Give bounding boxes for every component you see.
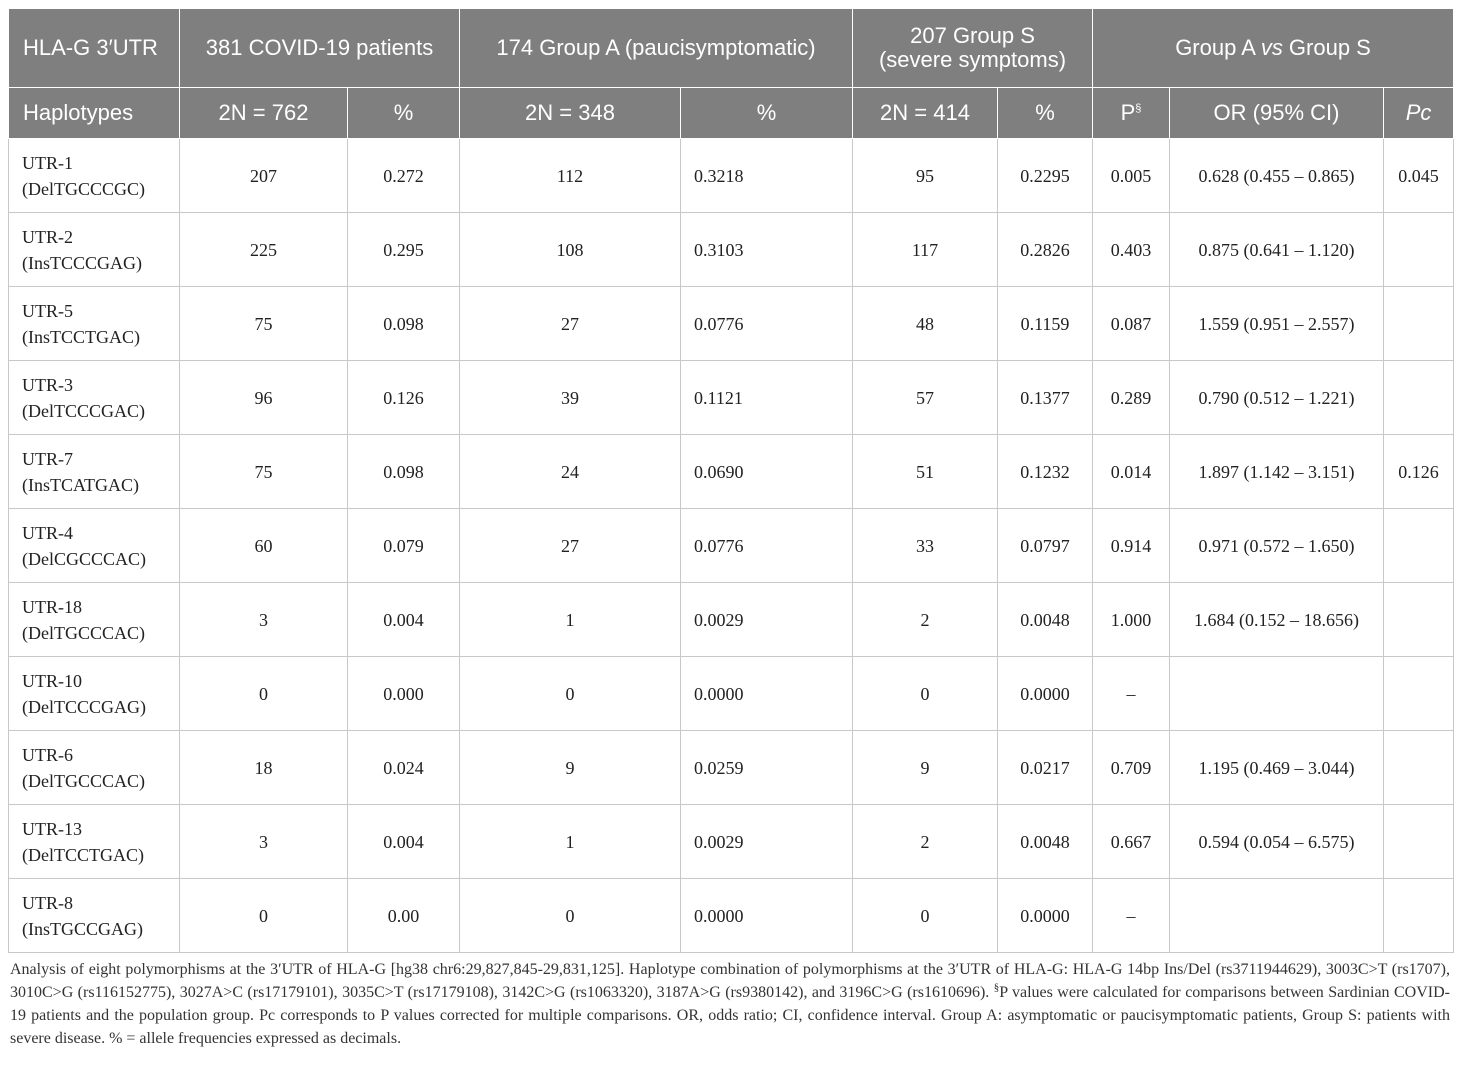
cell-pct-total: 0.079: [348, 509, 460, 583]
cell-haplotype: [9, 583, 180, 657]
header-p-sup: §: [1135, 102, 1142, 115]
cell-p: 0.667: [1093, 805, 1170, 879]
cell-pct-total: 0.098: [348, 287, 460, 361]
cell-pc: [1384, 879, 1454, 953]
cell-pc: [1384, 805, 1454, 879]
cell-p: 0.005: [1093, 139, 1170, 213]
cell-n-a: 24: [460, 435, 681, 509]
cell-pct-a: 0.0029: [681, 583, 853, 657]
table-row: [9, 583, 1454, 657]
haplotype-name: UTR-8: [22, 892, 73, 913]
haplotype-sequence: (InsTCATGAC): [22, 474, 139, 495]
cell-n-a: 27: [460, 509, 681, 583]
cell-n-s: 0: [853, 879, 998, 953]
haplotype-name: UTR-13: [22, 818, 82, 839]
cell-p: 0.403: [1093, 213, 1170, 287]
cell-pc: [1384, 287, 1454, 361]
cell-pct-s: 0.1232: [998, 435, 1093, 509]
header-group-s: [853, 9, 1093, 88]
haplotype-sequence: (DelCGCCCAC): [22, 548, 147, 569]
cell-pct-a: 0.3103: [681, 213, 853, 287]
header-pct-s: %: [998, 88, 1093, 139]
header-utr: HLA-G 3′UTR: [9, 9, 180, 88]
cell-pct-s: 0.1377: [998, 361, 1093, 435]
footnote-part1: Analysis of eight polymorphisms at the 3′UTR of HLA-G [hg38 chr6:29,827,845-29,831,125]. Haplotype combination of polymorphisms at the 3′UTR of HLA-G: HLA-G 14bp Ins/Del (rs3711944629), 3003C>T (rs1707), 3010C>G (rs116152775), 3027A>C (rs17179101), 3035C>T (rs17179108), 3142C>G (rs1063320), 3187A>G (rs9380142), and 3196C>G (rs1610696).: [10, 961, 1450, 1001]
cell-haplotype: [9, 805, 180, 879]
table-row: [9, 213, 1454, 287]
cell-pc: [1384, 657, 1454, 731]
cell-pct-total: 0.024: [348, 731, 460, 805]
header-row-groups: [9, 9, 1454, 88]
haplotype-sequence: (DelTGCCCAC): [22, 770, 145, 791]
cell-pct-s: 0.1159: [998, 287, 1093, 361]
cell-pct-a: 0.0776: [681, 509, 853, 583]
cell-or: 1.897 (1.142 – 3.151): [1170, 435, 1384, 509]
cell-pc: [1384, 731, 1454, 805]
cell-haplotype: [9, 213, 180, 287]
footnote-sup: §: [993, 981, 1000, 994]
cell-or: 0.790 (0.512 – 1.221): [1170, 361, 1384, 435]
cell-n-a: 108: [460, 213, 681, 287]
cell-pct-s: 0.0000: [998, 657, 1093, 731]
cell-pc: 0.126: [1384, 435, 1454, 509]
cell-n-a: 9: [460, 731, 681, 805]
cell-or: 0.628 (0.455 – 0.865): [1170, 139, 1384, 213]
header-pct-total: %: [348, 88, 460, 139]
cell-n-s: 95: [853, 139, 998, 213]
cell-n-s: 51: [853, 435, 998, 509]
cell-n-a: 1: [460, 805, 681, 879]
haplotype-sequence: (DelTGCCCAC): [22, 622, 145, 643]
cell-p: 0.289: [1093, 361, 1170, 435]
haplotype-name: UTR-18: [22, 596, 82, 617]
cell-haplotype: [9, 509, 180, 583]
cell-pc: [1384, 509, 1454, 583]
table-row: [9, 435, 1454, 509]
cell-haplotype: [9, 361, 180, 435]
cell-pct-total: 0.000: [348, 657, 460, 731]
header-pc-label: Pc: [1405, 100, 1432, 125]
cell-or: 0.971 (0.572 – 1.650): [1170, 509, 1384, 583]
haplotype-sequence: (DelTCCTGAC): [22, 844, 144, 865]
header-group-s-line2: (severe symptoms): [878, 47, 1067, 72]
header-comparison-post: Group S: [1282, 35, 1371, 60]
cell-n-s: 57: [853, 361, 998, 435]
cell-n-s: 2: [853, 805, 998, 879]
header-row-columns: [9, 88, 1454, 139]
cell-p: –: [1093, 657, 1170, 731]
cell-pct-s: 0.0048: [998, 583, 1093, 657]
header-p-label: P: [1120, 100, 1136, 125]
table-header: [9, 9, 1454, 139]
cell-or: 1.195 (0.469 – 3.044): [1170, 731, 1384, 805]
haplotype-name: UTR-6: [22, 744, 73, 765]
cell-pct-s: 0.2826: [998, 213, 1093, 287]
haplotype-sequence: (InsTCCCGAG): [22, 252, 142, 273]
cell-pct-a: 0.3218: [681, 139, 853, 213]
cell-n-total: 75: [180, 287, 348, 361]
cell-p: –: [1093, 879, 1170, 953]
cell-pct-a: 0.0690: [681, 435, 853, 509]
footnote-part2: P values were calculated for comparisons between Sardinian COVID-19 patients and the population group. Pc corresponds to P values corrected for multiple comparisons. OR, odds ratio; CI, confidence interval. Group A: asymptomatic or paucisymptomatic patients, Group S: patients with severe disease. % = allele frequencies expressed as decimals.: [10, 984, 1450, 1047]
cell-p: 0.914: [1093, 509, 1170, 583]
haplotype-sequence: (InsTCCTGAC): [22, 326, 140, 347]
cell-haplotype: [9, 731, 180, 805]
cell-n-a: 112: [460, 139, 681, 213]
cell-n-s: 9: [853, 731, 998, 805]
header-pct-a: %: [681, 88, 853, 139]
cell-n-a: 0: [460, 657, 681, 731]
haplotype-sequence: (DelTCCCGAG): [22, 696, 146, 717]
cell-pct-total: 0.295: [348, 213, 460, 287]
cell-pc: [1384, 583, 1454, 657]
cell-n-total: 60: [180, 509, 348, 583]
cell-or: 1.684 (0.152 – 18.656): [1170, 583, 1384, 657]
cell-pct-a: 0.1121: [681, 361, 853, 435]
haplotype-sequence: (DelTCCCGAC): [22, 400, 145, 421]
cell-or: 0.875 (0.641 – 1.120): [1170, 213, 1384, 287]
table-row: [9, 361, 1454, 435]
cell-n-s: 117: [853, 213, 998, 287]
cell-n-total: 0: [180, 657, 348, 731]
cell-n-s: 33: [853, 509, 998, 583]
cell-haplotype: [9, 287, 180, 361]
header-n-s: 2N = 414: [853, 88, 998, 139]
table-container: [8, 8, 1452, 1050]
cell-n-total: 18: [180, 731, 348, 805]
cell-or: 0.594 (0.054 – 6.575): [1170, 805, 1384, 879]
cell-pct-s: 0.0797: [998, 509, 1093, 583]
cell-haplotype: [9, 139, 180, 213]
haplotype-name: UTR-4: [22, 522, 73, 543]
cell-p: 0.014: [1093, 435, 1170, 509]
header-n-a: 2N = 348: [460, 88, 681, 139]
cell-n-a: 39: [460, 361, 681, 435]
cell-pct-a: 0.0259: [681, 731, 853, 805]
cell-or: [1170, 879, 1384, 953]
cell-haplotype: [9, 657, 180, 731]
cell-n-total: 3: [180, 805, 348, 879]
cell-n-s: 2: [853, 583, 998, 657]
cell-n-s: 0: [853, 657, 998, 731]
cell-pct-a: 0.0000: [681, 879, 853, 953]
table-body: [9, 139, 1454, 953]
header-pc: [1384, 88, 1454, 139]
cell-pct-total: 0.126: [348, 361, 460, 435]
header-n-total: 2N = 762: [180, 88, 348, 139]
table-row: [9, 657, 1454, 731]
header-group-a: 174 Group A (paucisymptomatic): [460, 9, 853, 88]
cell-n-total: 207: [180, 139, 348, 213]
header-haplotypes: Haplotypes: [9, 88, 180, 139]
cell-pct-total: 0.272: [348, 139, 460, 213]
header-comparison-vs: vs: [1260, 35, 1283, 60]
cell-pct-a: 0.0000: [681, 657, 853, 731]
cell-pc: 0.045: [1384, 139, 1454, 213]
haplotype-name: UTR-7: [22, 448, 73, 469]
cell-n-total: 0: [180, 879, 348, 953]
header-all-patients: 381 COVID-19 patients: [180, 9, 460, 88]
cell-pct-s: 0.0217: [998, 731, 1093, 805]
haplotype-name: UTR-5: [22, 300, 73, 321]
cell-n-s: 48: [853, 287, 998, 361]
table-footnote: [8, 958, 1452, 1050]
cell-or: [1170, 657, 1384, 731]
table-row: [9, 287, 1454, 361]
cell-n-total: 75: [180, 435, 348, 509]
table-row: [9, 139, 1454, 213]
cell-n-total: 225: [180, 213, 348, 287]
cell-pct-s: 0.2295: [998, 139, 1093, 213]
header-comparison-pre: Group A: [1175, 35, 1261, 60]
header-group-s-line1: 207 Group S: [910, 23, 1035, 48]
cell-n-a: 1: [460, 583, 681, 657]
haplotype-name: UTR-2: [22, 226, 73, 247]
cell-p: 0.087: [1093, 287, 1170, 361]
cell-or: 1.559 (0.951 – 2.557): [1170, 287, 1384, 361]
table-row: [9, 805, 1454, 879]
haplotype-sequence: (DelTGCCCGC): [22, 178, 145, 199]
cell-p: 1.000: [1093, 583, 1170, 657]
header-p: [1093, 88, 1170, 139]
cell-pct-total: 0.098: [348, 435, 460, 509]
cell-pct-s: 0.0000: [998, 879, 1093, 953]
haplotype-table: [8, 8, 1454, 953]
haplotype-sequence: (InsTGCCGAG): [22, 918, 143, 939]
table-row: [9, 731, 1454, 805]
cell-haplotype: [9, 435, 180, 509]
header-or: OR (95% CI): [1170, 88, 1384, 139]
cell-p: 0.709: [1093, 731, 1170, 805]
cell-n-a: 0: [460, 879, 681, 953]
cell-pct-total: 0.004: [348, 583, 460, 657]
cell-pct-total: 0.00: [348, 879, 460, 953]
cell-pct-s: 0.0048: [998, 805, 1093, 879]
header-comparison: [1093, 9, 1454, 88]
cell-pct-a: 0.0029: [681, 805, 853, 879]
cell-pc: [1384, 361, 1454, 435]
cell-n-total: 3: [180, 583, 348, 657]
haplotype-name: UTR-10: [22, 670, 82, 691]
cell-n-a: 27: [460, 287, 681, 361]
table-row: [9, 879, 1454, 953]
cell-haplotype: [9, 879, 180, 953]
cell-n-total: 96: [180, 361, 348, 435]
cell-pc: [1384, 213, 1454, 287]
cell-pct-total: 0.004: [348, 805, 460, 879]
haplotype-name: UTR-1: [22, 152, 73, 173]
table-row: [9, 509, 1454, 583]
cell-pct-a: 0.0776: [681, 287, 853, 361]
haplotype-name: UTR-3: [22, 374, 73, 395]
